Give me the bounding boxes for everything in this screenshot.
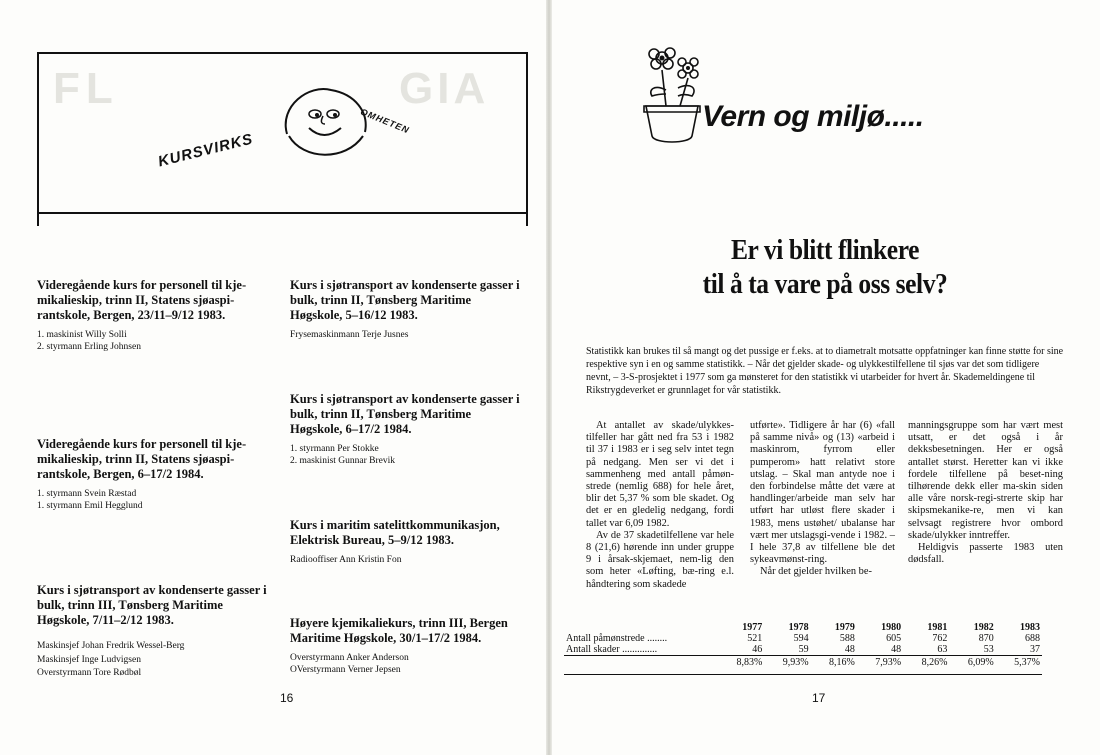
- percentage-cell: 9,93%: [764, 656, 810, 669]
- article-headline: [583, 233, 1067, 301]
- row-label: Antall påmønstrede ........: [566, 633, 668, 644]
- percentage-cell: 5,37%: [996, 656, 1042, 669]
- table-row: [564, 644, 1042, 656]
- paragraph: Heldigvis passerte 1983 uten dødsfall.: [908, 542, 1063, 566]
- bleed-through-text: FL: [53, 64, 119, 113]
- participant: 1. styrmann Emil Hegglund: [37, 501, 143, 511]
- table-row: [564, 633, 1042, 644]
- year-header: 1979: [834, 622, 855, 633]
- year-header: 1978: [788, 622, 809, 633]
- table-cell: 59: [798, 644, 809, 655]
- course-block: [290, 616, 530, 676]
- percentage-cell: 8,83%: [718, 656, 764, 669]
- table-cell: 594: [793, 633, 809, 644]
- course-title: Kurs i sjøtransport av kondenserte gasser i bulk, trinn II, Tønsberg Maritime Høgskole, 5–16/12 1983.: [290, 278, 520, 322]
- course-title: Høyere kjemikaliekurs, trinn III, Bergen Maritime Høgskole, 30/1–17/2 1984.: [290, 616, 508, 645]
- page-16: [0, 0, 548, 755]
- course-block: [290, 518, 530, 566]
- participant: Overstyrmann Tore Rødbøl: [37, 668, 142, 678]
- paragraph: Når det gjelder hvilken be-: [760, 566, 872, 578]
- table-header-row: [564, 622, 1042, 633]
- table-cell: 605: [886, 633, 902, 644]
- article-column-3: [908, 420, 1063, 566]
- paragraph: At antallet av skade/ulykkes-tilfeller har gått ned fra 53 i 1982 til 37 i 1983 er i seg selv intet tegn på nedgang. Men ser vi det i sammenheng med antall påmøn-strede (nemlig 688) for hele året, blir det 5,37 % som ble skadet. Og det er en gledelig nedgang, fordi tallet var 6,09 1982.: [586, 420, 734, 529]
- table-cell: 37: [1030, 644, 1040, 655]
- page-17: [550, 0, 1100, 755]
- paragraph: manningsgruppe som har vært mest utsatt, er det også i år dekksbesetningen. Her er også antallet størst. Heretter kan vi ikke fordele tilfellene på beset-ning tilhørende dekk eller ma-skin siden alle våre norsk-regi-strerte skip har skipsmekanike-re, men vi kan selvsagt registrere hvor ombord skade/ulykker inntreffer.: [908, 420, 1063, 541]
- percentage-cell: 8,16%: [811, 656, 857, 669]
- paragraph: Av de 37 skadetilfellene var hele 8 (21,6) hørende inn under gruppe 9 i årsak-skjemaet, nem-lig den som heter «Løfting, bæ-ring e.l. håndtering som skadede: [586, 529, 734, 590]
- percentage-cell: 7,93%: [857, 656, 903, 669]
- article-column-2: [750, 420, 895, 579]
- participant: 1. styrmann Svein Ræstad: [37, 489, 137, 499]
- year-header: 1982: [973, 622, 994, 633]
- table-cell: 46: [752, 644, 763, 655]
- course-block: [37, 278, 273, 353]
- table-cell: 48: [844, 644, 855, 655]
- course-title: Videregående kurs for personell til kje-mikalieskip, trinn II, Statens sjøaspi-rantskole, Bergen, 6–17/2 1984.: [37, 437, 247, 481]
- participant: Overstyrmann Anker Anderson: [290, 653, 409, 663]
- percentage-cell: 6,09%: [949, 656, 995, 669]
- page-number: 17: [812, 691, 826, 705]
- article-column-1: [586, 420, 734, 591]
- year-header: 1980: [881, 622, 902, 633]
- row-label: Antall skader ..............: [566, 644, 658, 655]
- participant: 2. maskinist Gunnar Brevik: [290, 456, 396, 466]
- paragraph: utførte». Tidligere år har (6) «fall på samme nivå» og (13) «arbeid i maskinrom, fyrrom eller pumperom» hatt relativt store utslag. – Skal man antyde noe i den forbindelse måtte det være at handlinger/arbeide man selv har utført har utløst flere skader i 1983, mens ustøhet/ ubalanse har vært mer utslagsgi-vende i 1982. – I hele 37,8 av tilfellene ble det sykeavmønst-ring.: [750, 420, 895, 566]
- year-header: 1977: [742, 622, 763, 633]
- participant: OVerstyrmann Verner Jepsen: [290, 665, 401, 675]
- course-block: [37, 583, 273, 681]
- headline-line: til å ta vare på oss selv?: [702, 268, 948, 300]
- participant: Maskinsjef Inge Ludvigsen: [37, 654, 141, 665]
- participant: Radiooffiser Ann Kristin Fon: [290, 555, 402, 565]
- table-cell: 870: [978, 633, 994, 644]
- page-number: 16: [280, 691, 294, 705]
- kursvirksomheten-header-box: [37, 52, 528, 214]
- year-header: 1981: [927, 622, 948, 633]
- course-title: Videregående kurs for personell til kje-mikalieskip, trinn II, Statens sjøaspi-rantskole, Bergen, 23/11–9/12 1983.: [37, 278, 247, 322]
- table-cell: 588: [839, 633, 855, 644]
- table-cell: 521: [747, 633, 763, 644]
- course-block: [290, 278, 526, 341]
- course-title: Kurs i sjøtransport av kondenserte gasser i bulk, trinn III, Tønsberg Maritime Høgskole, 7/11–2/12 1983.: [37, 583, 267, 627]
- table-cell: 53: [983, 644, 994, 655]
- table-cell: 762: [932, 633, 948, 644]
- article-ingress: Statistikk kan brukes til så mangt og det pussige er f.eks. at to diametralt motsatte oppfatninger kan finne støtte for sine respektive syn i en og samme statistikk. – Når det gjelder skade- og ulykkestilfellene til sjøs var det som tidligere nevnt, – 3-S-prosjektet i 1977 som ga mønsteret for den statistikk vi utarbeider for hvert år. Skademeldingene til Rikstrygdeverket er grunnlaget for vår statistikk.: [586, 346, 1064, 396]
- headline-line: Er vi blitt flinkere: [730, 234, 920, 266]
- flower-pot-icon: [632, 44, 712, 154]
- bleed-through-text: GIA: [399, 64, 490, 113]
- participant: Maskinsjef Johan Fredrik Wessel-Berg: [37, 641, 185, 651]
- logo-text-left: KURSVIRKS: [156, 130, 255, 171]
- section-title: Vern og miljø.....: [702, 100, 924, 133]
- participant: 1. styrmann Per Stokke: [290, 444, 379, 454]
- accident-statistics-table: [564, 622, 1042, 668]
- logo-text-right: OMHETEN: [359, 106, 411, 136]
- course-title: Kurs i sjøtransport av kondenserte gasser i bulk, trinn II, Tønsberg Maritime Høgskole, 6–17/2 1984.: [290, 392, 520, 436]
- table-cell: 688: [1025, 633, 1040, 644]
- course-block: [290, 392, 526, 467]
- course-title: Kurs i maritim satelittkommunikasjon, Elektrisk Bureau, 5–9/12 1983.: [290, 518, 500, 547]
- participant: 1. maskinist Willy Solli: [37, 330, 127, 340]
- course-block: [37, 437, 273, 512]
- participant: 2. styrmann Erling Johnsen: [37, 342, 141, 352]
- table-row-percentages: [564, 656, 1042, 669]
- table-cell: 48: [891, 644, 902, 655]
- percentage-cell: 8,26%: [903, 656, 949, 669]
- year-header: 1983: [1020, 622, 1040, 633]
- table-cell: 63: [937, 644, 948, 655]
- participant: Frysemaskinmann Terje Jusnes: [290, 330, 409, 340]
- table-bottom-rule: [564, 674, 1042, 675]
